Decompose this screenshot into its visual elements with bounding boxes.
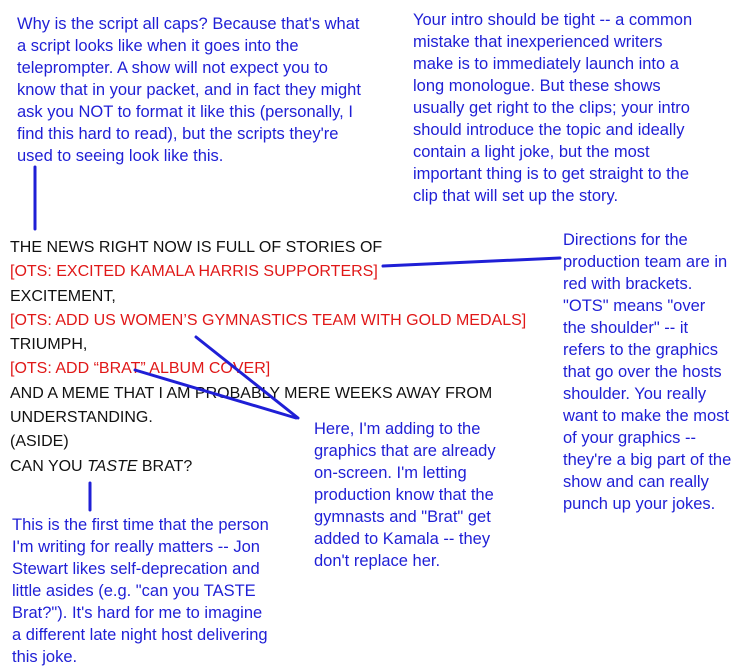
note-host-voice: This is the first time that the person I'm writing for really matters -- Jon Stewart likes self-deprecation and little asides (e.g. "can you TASTE Brat?"). It's hard for me to imagine a different late night host delivering this joke. (12, 516, 269, 666)
ots-direction-kamala: [OTS: EXCITED KAMALA HARRIS SUPPORTERS] (10, 263, 378, 281)
script-line-5: UNDERSTANDING. (10, 409, 153, 427)
script-line-4: AND A MEME THAT I AM PROBABLY MERE WEEKS AWAY FROM (10, 384, 493, 402)
connector-graphics-gymnastics (196, 337, 298, 418)
script-line-7-emphasis: TASTE (87, 457, 138, 475)
note-graphics-explanation: Here, I'm adding to the graphics that are already on-screen. I'm letting production know that the gymnasts and "Brat" get added to Kamala -- they don't replace her. (314, 420, 496, 570)
connector-graphics-brat (135, 370, 296, 418)
script-line-3: TRIUMPH, (10, 336, 88, 354)
script-line-1: THE NEWS RIGHT NOW IS FULL OF STORIES OF (10, 239, 383, 256)
script-line-2: EXCITEMENT, (10, 287, 116, 305)
connector-directions-note (383, 258, 560, 266)
ots-direction-gymnastics: [OTS: ADD US WOMEN’S GYMNASTICS TEAM WITH GOLD MEDALS] (10, 311, 527, 329)
note-all-caps-explanation: Why is the script all caps? Because that's what a script looks like when it goes into the teleprompter. A show will not expect you to know that in your packet, and in fact they might ask you NOT to format it like this (personally, I find this hard to read), but the scripts they're used to seeing look like this. (17, 15, 361, 165)
note-directions-explanation: Directions for the production team are in red with brackets. "OTS" means "over the shoulder" -- it refers to the graphics that go over the hosts shoulder. You really want to make the most of your graphics -- they're a big part of the show and can really punch up your jokes. (563, 231, 732, 513)
script-line-6: (ASIDE) (10, 433, 69, 451)
script-line-7-end: BRAT? (137, 457, 193, 475)
script-line-7-start: CAN YOU (10, 457, 88, 475)
note-intro-advice: Your intro should be tight -- a common mistake that inexperienced writers make is to immediately launch into a long monologue. But these shows usually get right to the clips; your intro should introduce the topic and ideally contain a light joke, but the most important thing is to get straight to the clip that will set up the story. (413, 11, 693, 205)
ots-direction-brat: [OTS: ADD “BRAT” ALBUM COVER] (10, 360, 271, 378)
